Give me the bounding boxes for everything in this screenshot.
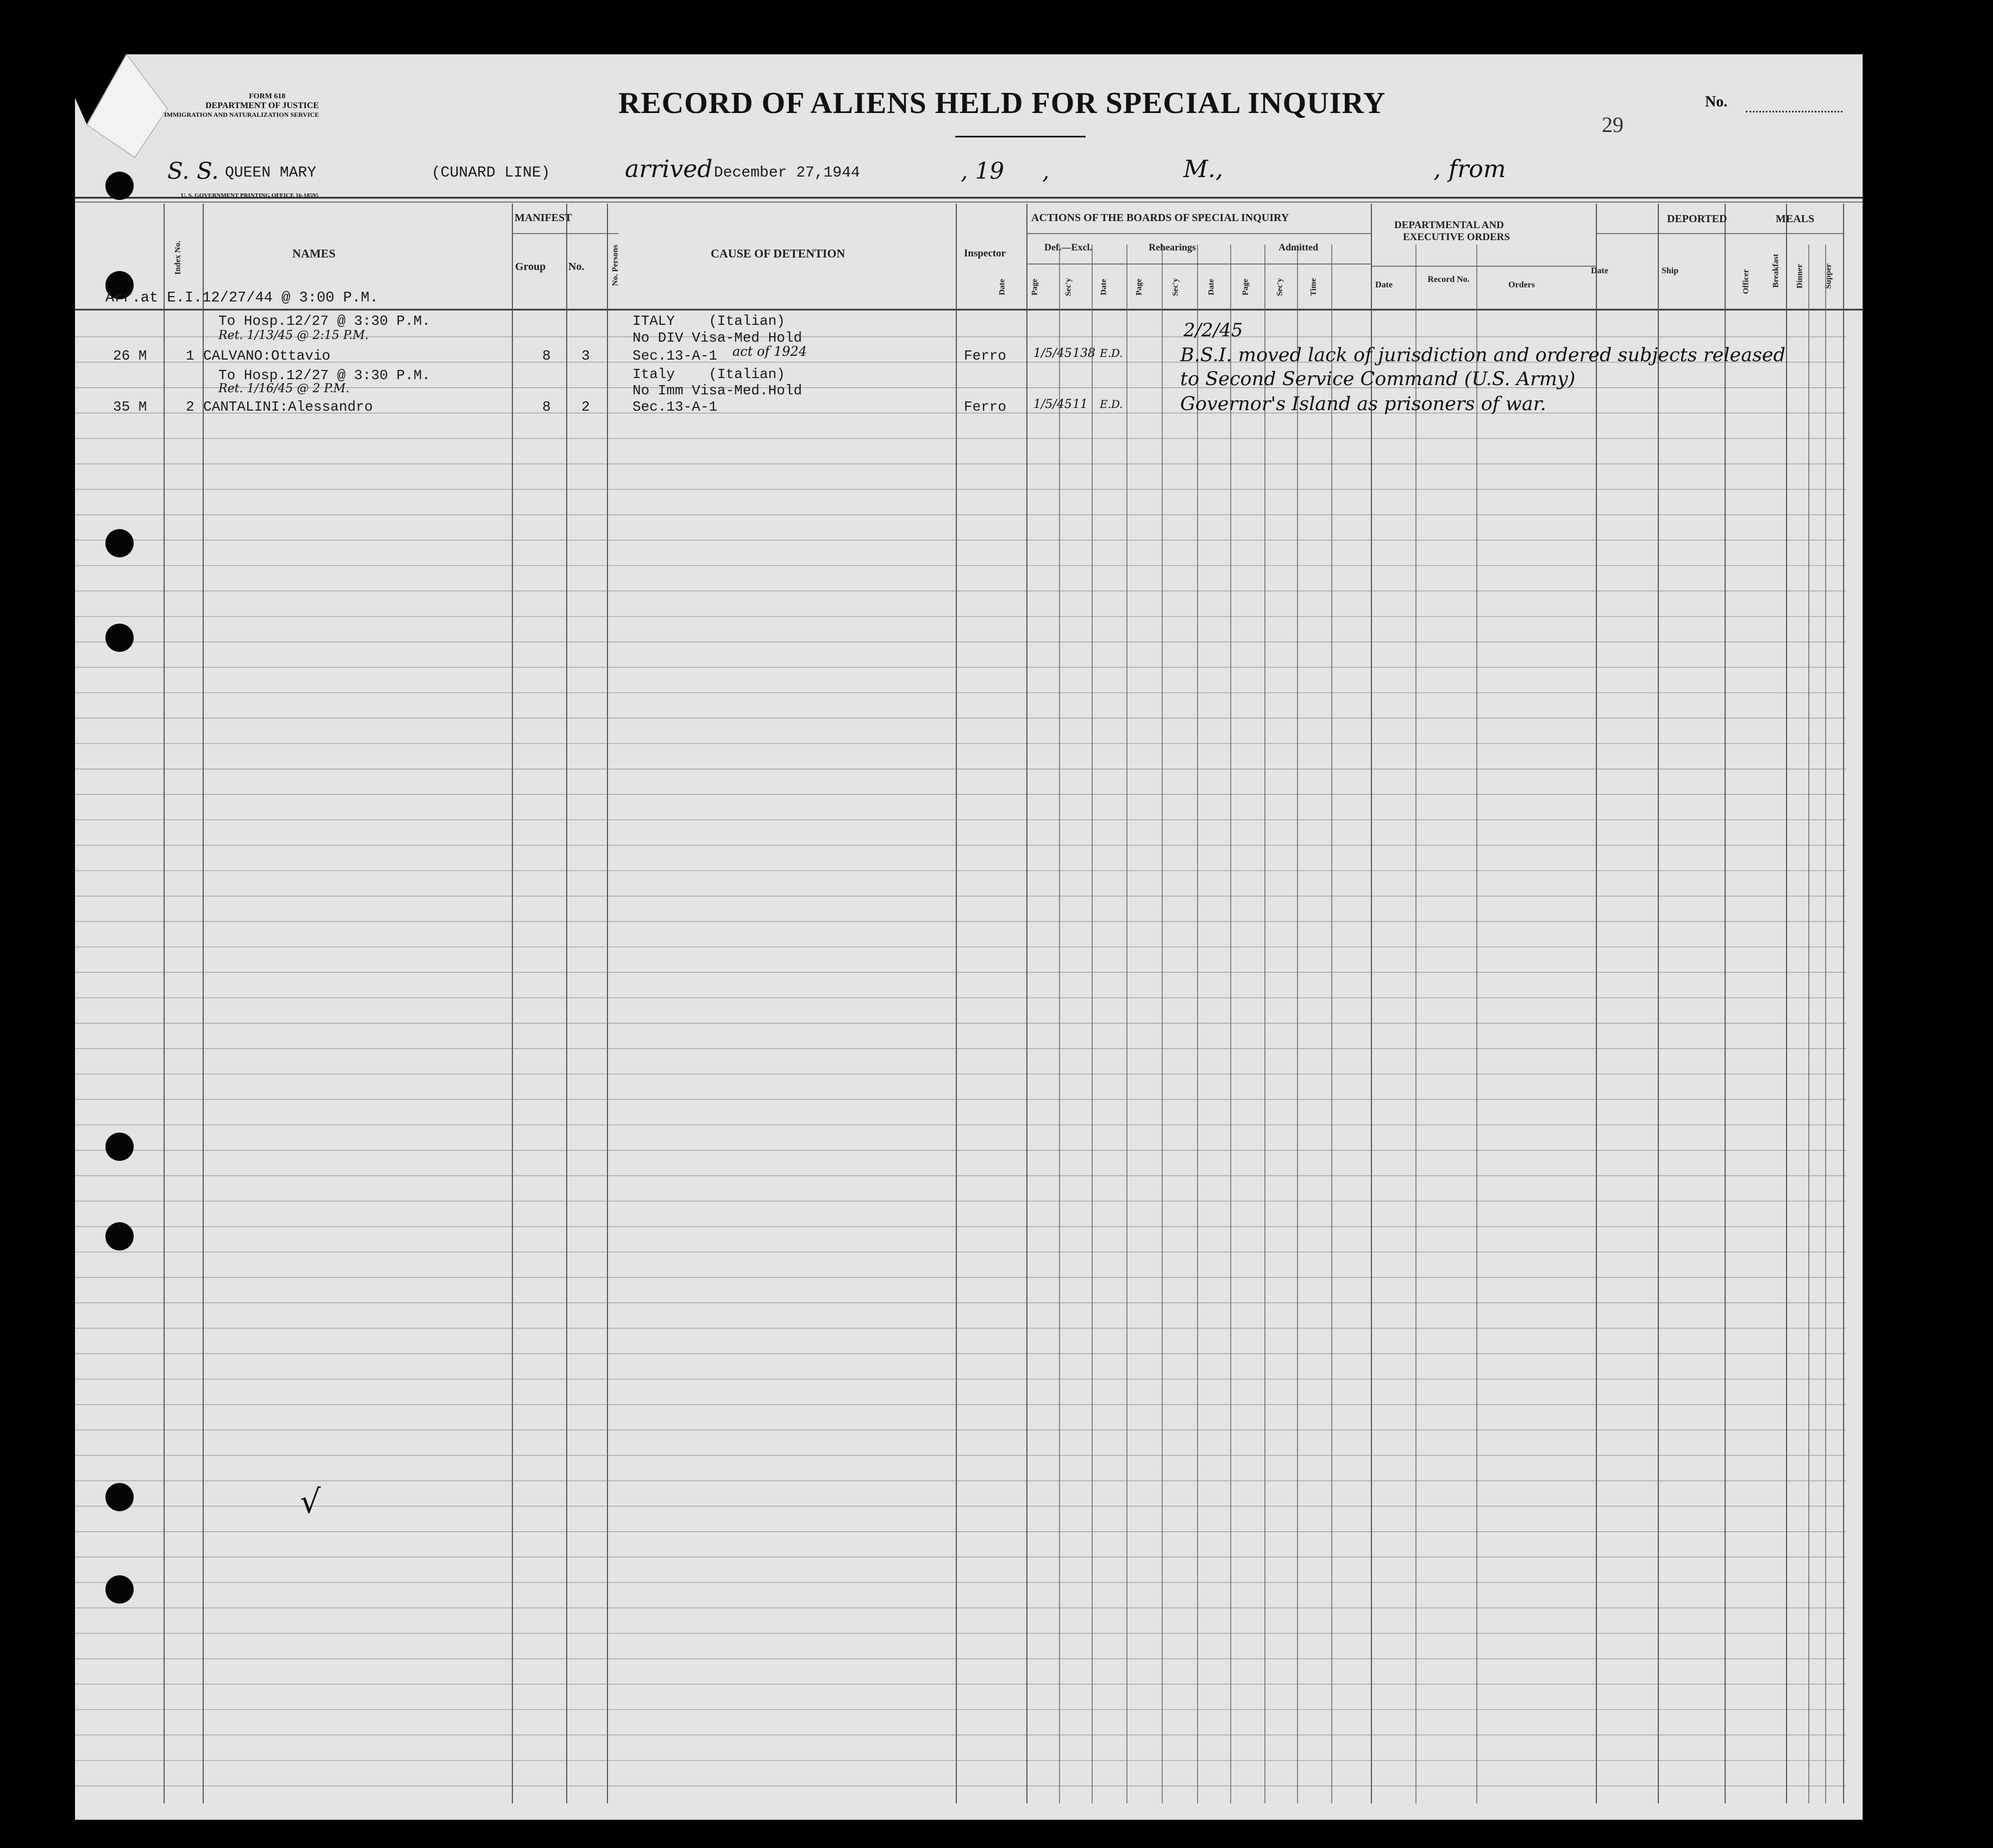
binder-hole [105,529,134,557]
header-deported-date: Date [1591,266,1608,275]
form-sheet [75,54,1863,1820]
header-actions: ACTIONS OF THE BOARDS OF SPECIAL INQUIRY [1031,212,1289,224]
header-dept-orders-1: DEPARTMENTAL AND [1394,219,1504,231]
title-underline [955,136,1086,137]
header-record-no: Record No. [1427,275,1470,284]
header-def-secy: Sec'y [1064,278,1073,297]
header-ship: Ship [1662,266,1679,275]
row2-inspector: Ferro [964,399,1007,415]
header-supper: Supper [1824,263,1833,289]
header-group: Group [515,261,546,273]
check-mark: √ [300,1483,321,1521]
row2-return: Ret. 1/16/45 @ 2 P.M. [218,382,350,395]
header-manifest: MANIFEST [515,212,572,224]
header-adm-date: Date [1207,279,1216,296]
row1-def-page: 138 [1073,347,1095,360]
meridian-label: M., [1183,155,1224,183]
row2-def-secy: E.D. [1100,398,1123,411]
arrived-label: arrived [625,155,713,183]
row2-def-date: 1/5/45 [1033,398,1072,411]
row2-no: 2 [581,399,590,415]
header-no-persons: No. Persons [611,244,620,286]
number-field [1746,111,1842,112]
header-adm-secy: Sec'y [1275,278,1284,297]
header-dinner: Dinner [1795,264,1804,288]
row1-cause-visa: No DIV Visa-Med Hold [632,330,803,346]
header-rehearings: Rehearings [1149,242,1196,253]
rehearing-decision-line2: to Second Service Command (U.S. Army) [1180,368,1576,390]
row1-age-sex: 26 M [113,348,147,364]
header-def-excl: Def.—Excl. [1044,242,1092,253]
form-number: FORM 618 [249,92,286,100]
header-breakfast: Breakfast [1771,254,1781,288]
binder-hole [105,172,134,200]
row1-cause-country: ITALY (Italian) [632,313,785,329]
header-reh-date: Date [1099,279,1108,296]
row2-name: CANTALINI:Alessandro [203,399,373,415]
binder-hole [105,1575,134,1604]
header-def-date: Date [998,279,1007,296]
binder-hole [105,1133,134,1161]
header-officer: Officer [1741,269,1751,294]
header-dept-orders-2: EXECUTIVE ORDERS [1403,231,1510,243]
row2-cause-visa: No Imm Visa-Med.Hold [632,382,803,399]
header-dept-date: Date [1375,280,1393,290]
row2-age-sex: 35 M [113,399,147,415]
row1-no: 3 [581,348,590,364]
row2-def-page: 11 [1073,398,1088,411]
ship-name: QUEEN MARY [225,165,317,181]
header-names: NAMES [292,247,336,260]
form-title: RECORD OF ALIENS HELD FOR SPECIAL INQUIRY [618,86,1386,120]
row2-cause-section: Sec.13-A-1 [632,399,718,415]
shipping-line: (CUNARD LINE) [431,165,550,181]
arrival-date: December 27,1944 [714,165,860,181]
from-label: , from [1433,155,1506,183]
agency-name: DEPARTMENT OF JUSTICE [205,101,319,110]
row1-return: Ret. 1/13/45 @ 2:15 P.M. [218,329,369,342]
row2-index: 2 [186,399,195,415]
header-admitted: Admitted [1278,242,1318,253]
header-orders: Orders [1508,280,1535,290]
row1-index: 1 [186,348,195,364]
rehearing-date: 2/2/45 [1183,319,1243,341]
header-inspector: Inspector [964,248,1006,259]
row1-def-date: 1/5/45 [1033,347,1072,360]
header-reh-page: Page [1135,279,1144,296]
printer-line: U. S. GOVERNMENT PRINTING OFFICE 16-18595 [181,192,319,199]
row2-group: 8 [542,399,551,415]
row1-cause-act: act of 1924 [732,344,807,359]
header-cause: CAUSE OF DETENTION [711,247,845,260]
header-def-page: Page [1030,279,1039,296]
row1-cause-section: Sec.13-A-1 [632,348,718,364]
number-label: No. [1705,93,1728,110]
comma: , [1042,158,1050,184]
agency-service: IMMIGRATION AND NATURALIZATION SERVICE [164,111,319,118]
header-meals: MEALS [1776,213,1815,225]
row1-def-secy: E.D. [1100,347,1123,360]
row1-name: CALVANO:Ottavio [203,348,331,364]
header-adm-page: Page [1241,279,1250,296]
binder-hole [105,1483,134,1511]
row1-inspector: Ferro [964,348,1007,364]
page-number: 29 [1602,112,1624,137]
arrival-note: Arr.at E.I.12/27/44 @ 3:00 P.M. [105,290,379,306]
rehearing-decision-line1: B.S.I. moved lack of jurisdiction and ordered subjects released [1180,344,1786,366]
binder-hole [105,1222,134,1250]
row2-cause-country: Italy (Italian) [632,366,785,382]
year-label: , 19 [961,158,1005,184]
binder-hole [105,624,134,652]
row1-group: 8 [542,348,551,364]
row2-hospital: To Hosp.12/27 @ 3:30 P.M. [218,367,431,384]
header-deported: DEPORTED [1667,213,1727,225]
header-reh-secy: Sec'y [1171,278,1180,297]
rehearing-decision-line3: Governor's Island as prisoners of war. [1180,393,1546,415]
header-index-no: Index No. [173,241,183,275]
header-adm-time: Time [1309,278,1318,297]
header-manifest-no: No. [568,261,585,273]
ss-label: S. S. [167,158,219,184]
row1-hospital: To Hosp.12/27 @ 3:30 P.M. [218,313,431,329]
